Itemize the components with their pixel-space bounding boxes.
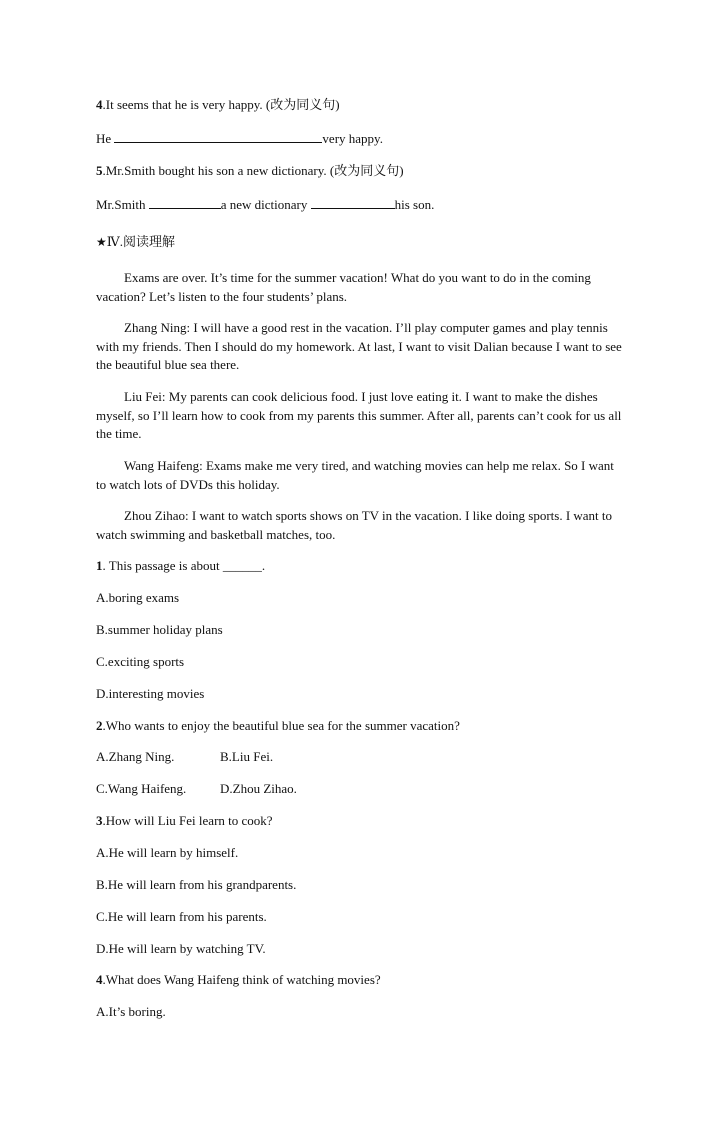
passage-paragraph: Zhang Ning: I will have a good rest in the vacation. I’ll play computer games and play tennis with my friends. Then I should do my homework. At last, I want to visit Dalian because I want to see the beautiful blue sea there. bbox=[96, 320, 622, 372]
section-title: Ⅳ.阅读理解 bbox=[106, 234, 176, 249]
passage-paragraph: Wang Haifeng: Exams make me very tired, and watching movies can help me relax. So I want to watch lots of DVDs this holiday. bbox=[96, 458, 614, 492]
question-number: 4 bbox=[96, 97, 103, 112]
answer-blank[interactable] bbox=[114, 130, 322, 143]
option-a[interactable]: A.Zhang Ning. bbox=[96, 749, 175, 764]
option-a[interactable]: A.He will learn by himself. bbox=[96, 845, 239, 860]
rewrite-question-5 bbox=[96, 162, 404, 180]
question-stem: .Who wants to enjoy the beautiful blue sea for the summer vacation? bbox=[102, 718, 460, 733]
question-stem: .How will Liu Fei learn to cook? bbox=[102, 813, 273, 828]
question-number: 4 bbox=[96, 972, 103, 987]
answer-prefix: Mr.Smith bbox=[96, 197, 146, 212]
passage-paragraph: Exams are over. It’s time for the summer vacation! What do you want to do in the coming vacation? Let’s listen to the four students’ plans. bbox=[96, 270, 591, 304]
option-c[interactable]: C.exciting sports bbox=[96, 654, 185, 669]
question-number: 5 bbox=[96, 163, 103, 178]
answer-middle: a new dictionary bbox=[220, 197, 308, 212]
question-text: .It seems that he is very happy. (改为同义句) bbox=[102, 97, 340, 112]
question-1-stem bbox=[96, 557, 265, 575]
option-b[interactable]: B.Liu Fei. bbox=[220, 749, 274, 764]
answer-prefix: He bbox=[96, 131, 112, 146]
question-4-stem bbox=[96, 971, 381, 989]
option-b[interactable]: B.summer holiday plans bbox=[96, 622, 223, 637]
answer-suffix: very happy. bbox=[322, 131, 383, 146]
answer-blank-1[interactable] bbox=[149, 196, 221, 209]
passage-paragraph: Zhou Zihao: I want to watch sports shows on TV in the vacation. I like doing sports. I want to watch swimming and basketball matches, too. bbox=[96, 508, 613, 542]
question-number: 2 bbox=[96, 718, 103, 733]
question-3-stem bbox=[96, 812, 273, 830]
question-text: .Mr.Smith bought his son a new dictionary. (改为同义句) bbox=[102, 163, 404, 178]
question-stem: . This passage is about ______. bbox=[102, 558, 266, 573]
rewrite-question-4 bbox=[96, 96, 340, 114]
answer-blank-2[interactable] bbox=[311, 196, 395, 209]
section-heading bbox=[96, 233, 175, 251]
rewrite-answer-5 bbox=[96, 196, 434, 214]
rewrite-answer-4 bbox=[96, 130, 383, 148]
option-a[interactable]: A.boring exams bbox=[96, 590, 180, 605]
question-number: 1 bbox=[96, 558, 103, 573]
option-d[interactable]: D.interesting movies bbox=[96, 686, 205, 701]
question-number: 3 bbox=[96, 813, 103, 828]
star-icon: ★ bbox=[96, 235, 107, 249]
option-d[interactable]: D.Zhou Zihao. bbox=[220, 781, 297, 796]
option-c[interactable]: C.Wang Haifeng. bbox=[96, 781, 187, 796]
option-b[interactable]: B.He will learn from his grandparents. bbox=[96, 877, 297, 892]
question-2-stem bbox=[96, 717, 460, 735]
answer-suffix: his son. bbox=[394, 197, 435, 212]
option-c[interactable]: C.He will learn from his parents. bbox=[96, 909, 267, 924]
question-stem: .What does Wang Haifeng think of watching movies? bbox=[102, 972, 381, 987]
option-a[interactable]: A.It’s boring. bbox=[96, 1004, 166, 1019]
option-d[interactable]: D.He will learn by watching TV. bbox=[96, 941, 266, 956]
passage-paragraph: Liu Fei: My parents can cook delicious food. I just love eating it. I want to make the dishes myself, so I’ll learn how to cook from my parents this summer. After all, parents can’t cook for us all the time. bbox=[96, 389, 622, 441]
